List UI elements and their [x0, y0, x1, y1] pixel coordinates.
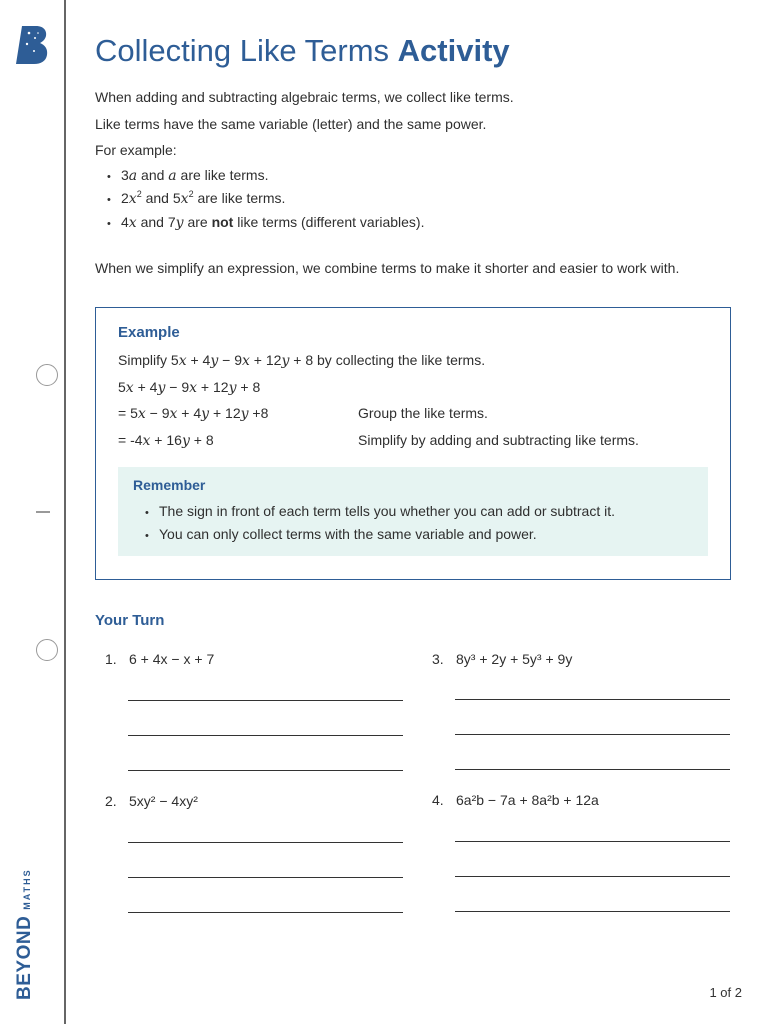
question-4-expression: 6a²b − 7a + 8a²b + 12a: [456, 792, 599, 808]
example-step-3-note: Simplify by adding and subtracting like terms.: [358, 432, 639, 448]
question-1-expression: 6 + 4x − x + 7: [129, 651, 215, 667]
answer-line[interactable]: [455, 876, 730, 877]
list-item: • 3a and a are like terms.: [107, 167, 269, 184]
intro-line-3: For example:: [95, 142, 177, 158]
binder-hole: [36, 364, 58, 386]
page-number: 1 of 2: [709, 985, 742, 1000]
beyond-b-logo-icon: [16, 24, 50, 66]
page-title: [95, 33, 510, 69]
example-step-1: 5x + 4y − 9x + 12y + 8: [118, 379, 261, 396]
bullet-icon: •: [145, 507, 149, 519]
example-step-3: = -4x + 16y + 8: [118, 432, 214, 449]
intro-line-1: When adding and subtracting algebraic terms, we collect like terms.: [95, 89, 514, 105]
answer-line[interactable]: [128, 877, 403, 878]
brand-wordmark: [14, 868, 36, 1000]
answer-line[interactable]: [128, 912, 403, 913]
question-3: 3. 8y³ + 2y + 5y³ + 9y: [432, 651, 573, 667]
answer-line[interactable]: [128, 770, 403, 771]
your-turn-heading: Your Turn: [95, 612, 165, 629]
example-box: [95, 307, 731, 580]
example-heading: Example: [118, 324, 180, 341]
list-item: • The sign in front of each term tells you whether you can add or subtract it.: [145, 503, 616, 519]
question-1: 1. 6 + 4x − x + 7: [105, 651, 215, 667]
bullet-icon: •: [107, 194, 111, 206]
fold-mark: [36, 511, 50, 513]
simplify-note: When we simplify an expression, we combine terms to make it shorter and easier to work with.: [95, 260, 680, 276]
remember-heading: Remember: [133, 477, 206, 493]
example-step-2-note: Group the like terms.: [358, 405, 488, 421]
answer-line[interactable]: [455, 911, 730, 912]
answer-line[interactable]: [128, 735, 403, 736]
answer-line[interactable]: [455, 841, 730, 842]
binder-hole: [36, 639, 58, 661]
title-bold: Activity: [397, 33, 510, 68]
example-step-2: = 5x − 9x + 4y + 12y +8: [118, 405, 269, 422]
intro-line-2: Like terms have the same variable (letter) and the same power.: [95, 116, 487, 132]
question-4: 4. 6a²b − 7a + 8a²b + 12a: [432, 792, 599, 808]
remember-box: [118, 467, 708, 556]
question-3-expression: 8y³ + 2y + 5y³ + 9y: [456, 651, 573, 667]
answer-line[interactable]: [128, 842, 403, 843]
question-2-expression: 5xy² − 4xy²: [129, 793, 198, 809]
answer-line[interactable]: [455, 699, 730, 700]
answer-line[interactable]: [455, 734, 730, 735]
answer-line[interactable]: [128, 700, 403, 701]
question-2: 2. 5xy² − 4xy²: [105, 793, 198, 809]
list-item: • You can only collect terms with the same variable and power.: [145, 526, 537, 542]
example-prompt: Simplify 5x + 4y − 9x + 12y + 8 by collecting the like terms.: [118, 352, 486, 369]
margin-line: [64, 0, 66, 1024]
bullet-icon: •: [107, 171, 111, 183]
brand-word-beyond: BEYOND: [14, 915, 35, 1000]
list-item: • $2x^2$ and $5x^2$ are like terms.: [107, 189, 286, 207]
list-item: • 4x and 7y are not like terms (different variables).: [107, 214, 425, 231]
answer-line[interactable]: [455, 769, 730, 770]
title-main: Collecting Like Terms: [95, 33, 390, 68]
bullet-icon: •: [145, 530, 149, 542]
brand-word-maths: MATHS: [22, 868, 32, 910]
bullet-icon: •: [107, 218, 111, 230]
